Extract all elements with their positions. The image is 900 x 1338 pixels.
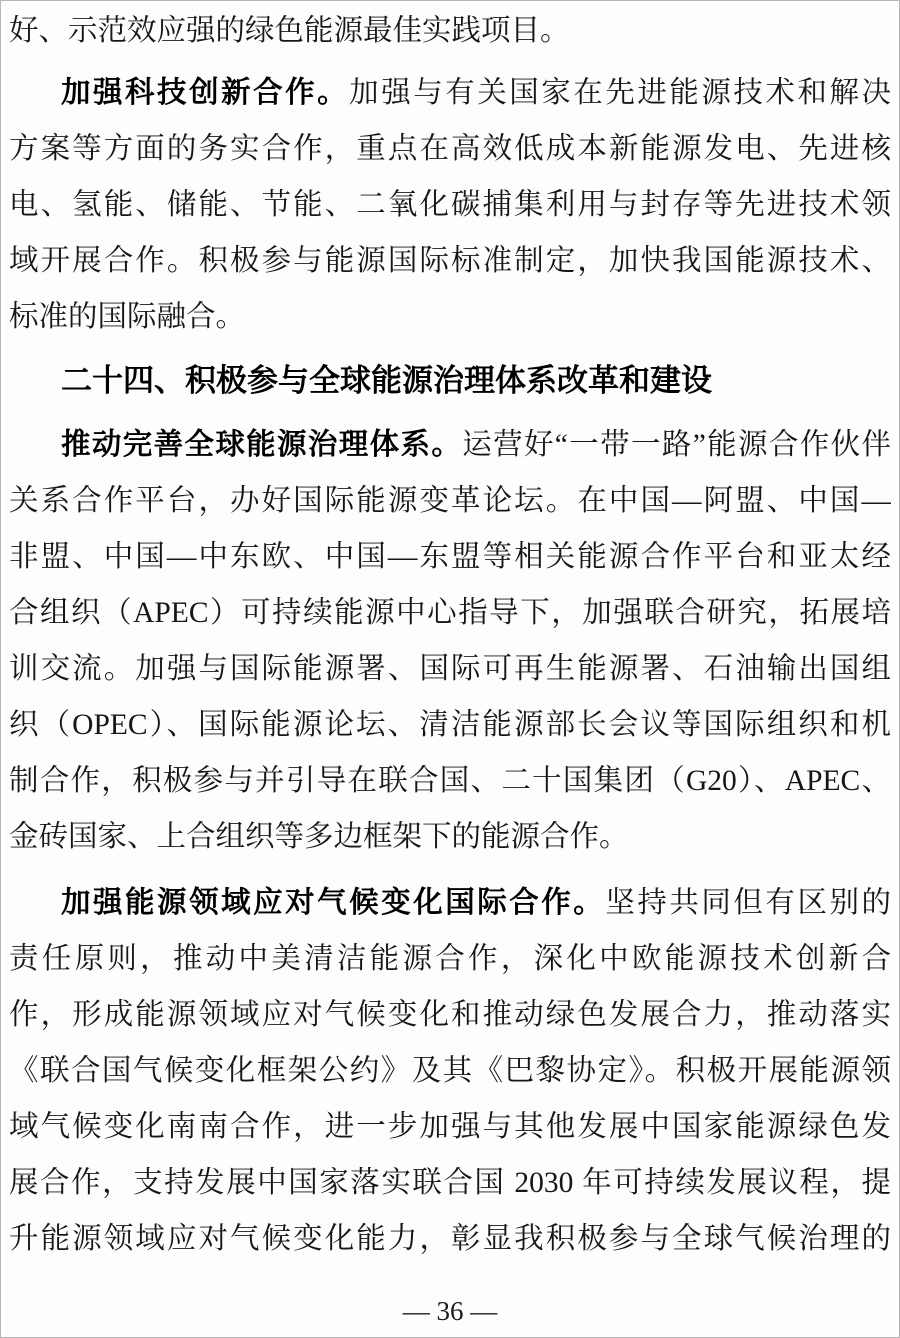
text-line-content: 坚持共同但有区别的 bbox=[605, 887, 891, 919]
text-line bbox=[9, 931, 891, 987]
paragraph-lead-bold: 加强科技创新合作。 bbox=[61, 77, 350, 109]
text-line bbox=[9, 1155, 891, 1211]
text-line-content: 织（OPEC）、国际能源论坛、清洁能源部长会议等国际组织和机 bbox=[9, 709, 891, 741]
text-line-content: 域开展合作。积极参与能源国际标准制定，加快我国能源技术、 bbox=[9, 245, 891, 277]
text-line-content: 非盟、中国—中东欧、中国—东盟等相关能源合作平台和亚太经 bbox=[9, 541, 891, 573]
text-line bbox=[9, 233, 891, 289]
page-number bbox=[9, 1283, 891, 1338]
paragraph-climate-cooperation bbox=[9, 875, 891, 1267]
text-line bbox=[9, 585, 891, 641]
text-line-content: 升能源领域应对气候变化能力，彰显我积极参与全球气候治理的 bbox=[9, 1223, 891, 1255]
text-line-content: 好、示范效应强的绿色能源最佳实践项目。 bbox=[9, 15, 570, 47]
text-line-content: 责任原则，推动中美清洁能源合作，深化中欧能源技术创新合 bbox=[9, 943, 891, 975]
text-line-content: 合组织（APEC）可持续能源中心指导下，加强联合研究，拓展培 bbox=[9, 597, 891, 629]
text-line-content: 电、氢能、储能、节能、二氧化碳捕集利用与封存等先进技术领 bbox=[9, 189, 891, 221]
text-line bbox=[9, 529, 891, 585]
text-line bbox=[9, 697, 891, 753]
text-line bbox=[9, 875, 891, 931]
text-line bbox=[9, 753, 891, 809]
page-number-text: — 36 — bbox=[402, 1296, 498, 1326]
text-line-content: 域气候变化南南合作，进一步加强与其他发展中国家能源绿色发 bbox=[9, 1111, 891, 1143]
text-line-content: 金砖国家、上合组织等多边框架下的能源合作。 bbox=[9, 821, 629, 853]
text-line bbox=[9, 1211, 891, 1267]
text-line-content: 加强与有关国家在先进能源技术和解决 bbox=[349, 77, 891, 109]
text-line bbox=[9, 473, 891, 529]
text-line bbox=[9, 177, 891, 233]
text-line bbox=[9, 1099, 891, 1155]
text-line-content: 关系合作平台，办好国际能源变革论坛。在中国—阿盟、中国— bbox=[9, 485, 891, 517]
paragraph-global-energy-governance bbox=[9, 417, 891, 865]
text-line-content: 标准的国际融合。 bbox=[9, 301, 246, 333]
text-line bbox=[9, 809, 891, 865]
text-line-content: 运营好“一带一路”能源合作伙伴 bbox=[462, 429, 891, 461]
text-line bbox=[9, 987, 891, 1043]
text-line-content: 制合作，积极参与并引导在联合国、二十国集团（G20）、APEC、 bbox=[9, 765, 891, 797]
paragraph-continuation bbox=[9, 3, 891, 59]
text-line-content: 训交流。加强与国际能源署、国际可再生能源署、石油输出国组 bbox=[9, 653, 891, 685]
paragraph-tech-innovation-cooperation bbox=[9, 65, 891, 345]
text-line bbox=[9, 3, 891, 59]
paragraph-lead-bold: 推动完善全球能源治理体系。 bbox=[61, 429, 463, 461]
section-heading bbox=[9, 353, 891, 409]
text-line bbox=[9, 417, 891, 473]
paragraph-lead-bold: 加强能源领域应对气候变化国际合作。 bbox=[61, 887, 606, 919]
section-heading-text: 二十四、积极参与全球能源治理体系改革和建设 bbox=[61, 363, 712, 398]
text-line-content: 作，形成能源领域应对气候变化和推动绿色发展合力，推动落实 bbox=[9, 999, 891, 1031]
text-line bbox=[9, 641, 891, 697]
text-line bbox=[9, 1043, 891, 1099]
text-line bbox=[9, 65, 891, 121]
text-line-content: 展合作，支持发展中国家落实联合国 2030 年可持续发展议程，提 bbox=[9, 1167, 891, 1199]
text-line bbox=[9, 289, 891, 345]
text-line bbox=[9, 121, 891, 177]
text-line-content: 方案等方面的务实合作，重点在高效低成本新能源发电、先进核 bbox=[9, 133, 891, 165]
text-line-content: 《联合国气候变化框架公约》及其《巴黎协定》。积极开展能源领 bbox=[9, 1055, 891, 1087]
